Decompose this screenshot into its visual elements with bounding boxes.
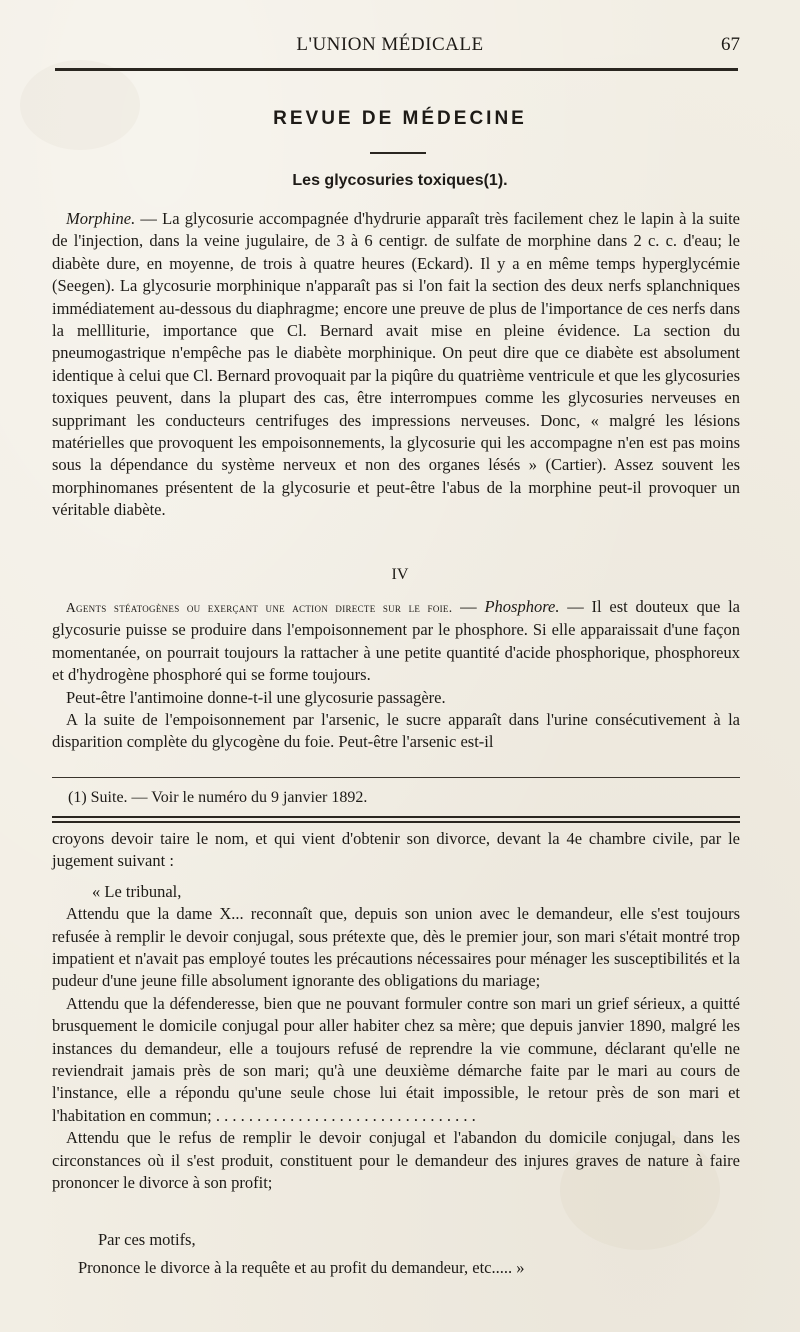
paragraph-text: — Il est douteux que la glycosurie puisse se produire dans l'empoisonnement par le phosphore. Si elle apparaissait d'une façon momentanée, on pourrait toujours la rattacher à une petite quantité d'acide phosphorique, phosphoreux et d'hydrogène phosphoré qui se forme toujours. <box>52 597 741 685</box>
page-header <box>40 30 740 60</box>
paragraph: A la suite de l'empoisonnement par l'arsenic, le sucre apparaît dans l'urine consécutivement à la disparition complète du glycogène du foie. Peut-être l'arsenic est-il <box>52 710 740 752</box>
article-separator-rule <box>52 821 740 823</box>
article-separator-rule <box>52 816 740 818</box>
page-number: 67 <box>721 34 740 55</box>
footnote: (1) Suite. — Voir le numéro du 9 janvier 1892. <box>68 789 368 806</box>
paragraph: Attendu que le refus de remplir le devoir conjugal et l'abandon du domicile conjugal, dans les circonstances où il s'est produit, constituent pour le demandeur des injures graves de nature à faire prononcer le divorce à son profit; <box>52 1128 740 1193</box>
paragraph: croyons devoir taire le nom, et qui vient d'obtenir son divorce, devant la 4e chambre civile, par le jugement suivant : <box>52 829 740 871</box>
body-text-divorce <box>52 828 740 1195</box>
closing-line: Prononce le divorce à la requête et au profit du demandeur, etc..... » <box>78 1258 525 1277</box>
article-subtitle: Les glycosuries toxiques(1). <box>292 172 508 189</box>
paragraph-text: — La glycosurie accompagnée d'hydrurie apparaît très facilement chez le lapin à la suite de l'injection, dans la veine jugulaire, de 3 à 6 centigr. de sulfate de morphine dans 2 c. c. d'eau; le diabète dure, en moyenne, de trois à quatre heures (Eckard). Il y a en même temps hyperglycémie (Seegen). La glycosurie morphinique n'apparaît pas si l'on fait la section des deux nerfs splanchniques immédiatement au-dessous du diaphragme; encore une preuve de plus de l'importance de ces nerfs dans la mellliturie, importance que Cl. Bernard avait mise en pleine évidence. La section du pneumogastrique n'empêche pas le diabète morphinique. On peut dire que ce diabète est absolument identique à celui que Cl. Bernard provoquait par la piqûre du quatrième ventricule et que les glycosuries toxiques peuvent, dans la plupart des cas, être interrompues comme les glycosuries nerveuses en supprimant les conducteurs centrifuges des impressions nerveuses. Donc, « malgré les lésions matérielles que provoquent les empoisonnements, la glycosurie qui les accompagne n'en est pas moins sous la dépendance du système nerveux et non des organes lésés » (Cartier). Assez souvent les morphinomanes présentent de la glycosurie et peut-être l'abus de la morphine peut-il provoquer un véritable diabète. <box>52 209 740 520</box>
section-title: REVUE DE MÉDECINE <box>273 108 527 129</box>
footnote-rule <box>52 777 740 778</box>
paragraph <box>52 208 740 522</box>
paragraph: Peut-être l'antimoine donne-t-il une glycosurie passagère. <box>66 687 446 707</box>
body-text-morphine <box>52 208 740 522</box>
paper-stain <box>20 60 140 150</box>
running-title: L'UNION MÉDICALE <box>296 34 484 55</box>
paragraph: Attendu que la dame X... reconnaît que, depuis son union avec le demandeur, elle s'est toujours refusée à remplir le devoir conjugal, sous prétexte que, dès le premier jour, son mari s'était montré trop impatient et n'avait pas employé toutes les précautions nécessaires pour ménager les susceptibilités et la pudeur d'une jeune fille absolument ignorante des obligations du mariage; <box>52 904 740 991</box>
paragraph: « Le tribunal, <box>92 881 182 901</box>
lead-term: Morphine. <box>66 209 136 228</box>
closing-line: Par ces motifs, <box>98 1230 196 1249</box>
header-rule <box>55 68 738 71</box>
paragraph: Attendu que la défenderesse, bien que ne pouvant formuler contre son mari un grief sérieux, a quitté brusquement le domicile conjugal pour aller habiter chez sa mère; que depuis janvier 1890, malgré les instances du demandeur, elle a toujours refusé de reprendre la vie commune, déclarant qu'elle ne reviendrait jamais près de son mari; qu'à une deuxième démarche faite par le mari au cours de l'instance, elle a répondu qu'une seule chose lui était impossible, le retour près de son mari et l'habitation en commun; . . . . . . . . . . . . . . . . . . . . . . . . . . . . . . . . <box>52 993 740 1125</box>
section-number: IV <box>391 566 409 583</box>
paragraph <box>52 596 740 687</box>
body-text-phosphore <box>52 596 740 754</box>
lead-dash: — <box>452 597 485 616</box>
lead-term: Phosphore. <box>484 597 560 616</box>
lead-heading: Agents stéatogènes ou exerçant une action directe sur le foie. <box>66 600 453 615</box>
title-divider <box>370 152 426 154</box>
